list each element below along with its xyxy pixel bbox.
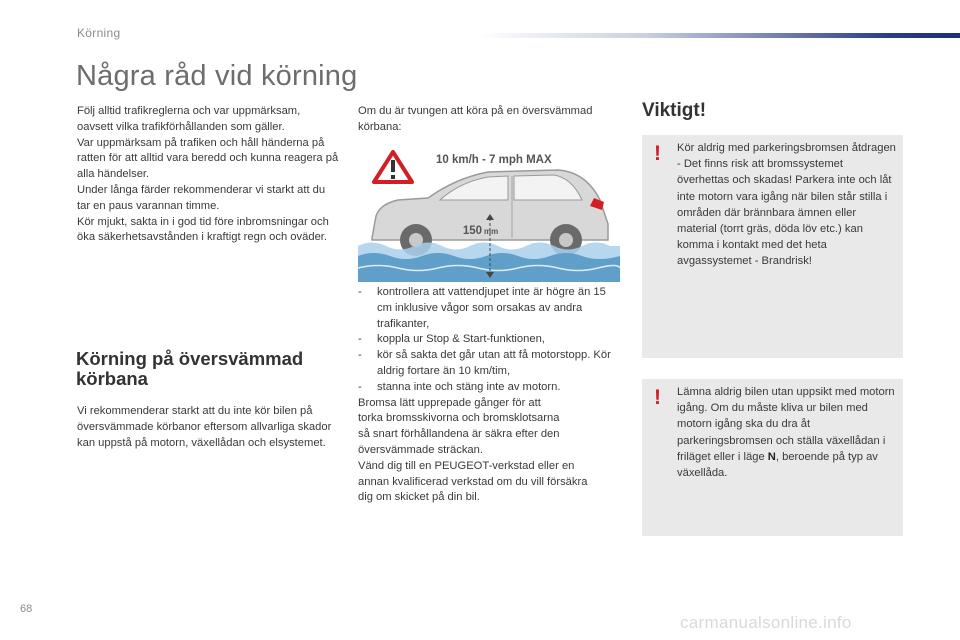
note-text [677, 384, 898, 481]
list-item [358, 285, 622, 332]
list-item-text: kontrollera att vattendjupet inte är högre än 15 cm inklusive vågor som orsakas av andra trafikanter, [377, 286, 606, 330]
list-item [358, 332, 622, 348]
list-dash: - [358, 380, 362, 393]
note-text: Kör aldrig med parkeringsbromsen åtdragen - Det finns risk att bromssystemet överhettas och skadas! Parkera inte och låt inte motorn vara igång när bilen står stilla i områden där brännbara ämnen eller material (torrt gräs, döda löv etc.) kan komma i kontakt med det heta avgassystemet - Brandrisk! [677, 142, 896, 268]
intro-column [77, 104, 339, 246]
flood-instructions [358, 285, 622, 506]
gear-position-n: N [767, 450, 776, 463]
exclamation-icon: ! [654, 386, 661, 409]
flood-text: Vi rekommenderar starkt att du inte kör bilen på översvämmade körbanor eftersom allvarliga skador kan uppstå på motorn, växellådan och elsystemet. [77, 405, 332, 449]
chapter-bar [478, 33, 960, 38]
flood-text-column [77, 404, 339, 451]
page-title: Några råd vid körning [76, 60, 358, 92]
warning-note-parking-brake [642, 135, 903, 358]
chapter-title: Körning [77, 26, 121, 40]
speed-label: 10 km/h - 7 mph MAX [436, 154, 552, 166]
watermark: carmanualsonline.info [680, 613, 852, 632]
list-dash: - [358, 349, 362, 362]
list-item [358, 348, 622, 380]
exclamation-icon: ! [654, 142, 661, 165]
intro-text: Följ alltid trafikreglerna och var uppmärksam, oavsett vilka trafikförhållanden som gäller. Var uppmärksam på trafiken och håll händerna på ratten för att alltid vara beredd och kunna reagera på alla händelser. Under långa färder rekommenderar vi starkt att du tar en paus varannan timme. Kör mjukt, sakta in i god tid före inbromsningar och öka säkerhetsavstånden i kraftigt regn och oväder. [77, 105, 339, 244]
list-item-text: stanna inte och stäng inte av motorn. [377, 380, 561, 393]
page-number: 68 [20, 603, 33, 615]
after-flood-text: Bromsa lätt upprepade gånger för att torka bromsskivorna och bromsklotsarna så snart förhållandena är säkra efter den översvämmade sträckan. Vänd dig till en PEUGEOT-verkstad eller en annan kvalificerad verkstad om du vill försäkra dig om skicket på din bil. [358, 396, 588, 504]
depth-value: 150 [462, 225, 482, 237]
warning-note-engine-running [642, 379, 903, 536]
flooded-road-illustration [358, 142, 620, 282]
depth-unit: mm [484, 227, 499, 236]
forced-intro-column [358, 104, 622, 136]
important-heading: Viktigt! [642, 100, 707, 121]
list-dash: - [358, 333, 362, 346]
list-item-text: kör så sakta det går utan att få motorstopp. Kör aldrig fortare än 10 km/tim, [377, 349, 611, 377]
list-item-text: koppla ur Stop & Start-funktionen, [377, 333, 545, 346]
list-dash: - [358, 286, 362, 298]
warning-triangle-icon [374, 152, 412, 182]
note-text-after: , beroende på typ av växellåda. [677, 450, 878, 480]
note-text-before: Lämna aldrig bilen utan uppsikt med motorn igång. Om du måste kliva ur bilen med motorn igång ska du dra åt parkeringsbromsen och ställa växellådan i friläget eller i läge [677, 386, 895, 463]
forced-intro-text: Om du är tvungen att köra på en översvämmad körbana: [358, 105, 593, 133]
list-item [358, 380, 622, 396]
flood-heading: Körning på översvämmad körbana [76, 348, 304, 389]
